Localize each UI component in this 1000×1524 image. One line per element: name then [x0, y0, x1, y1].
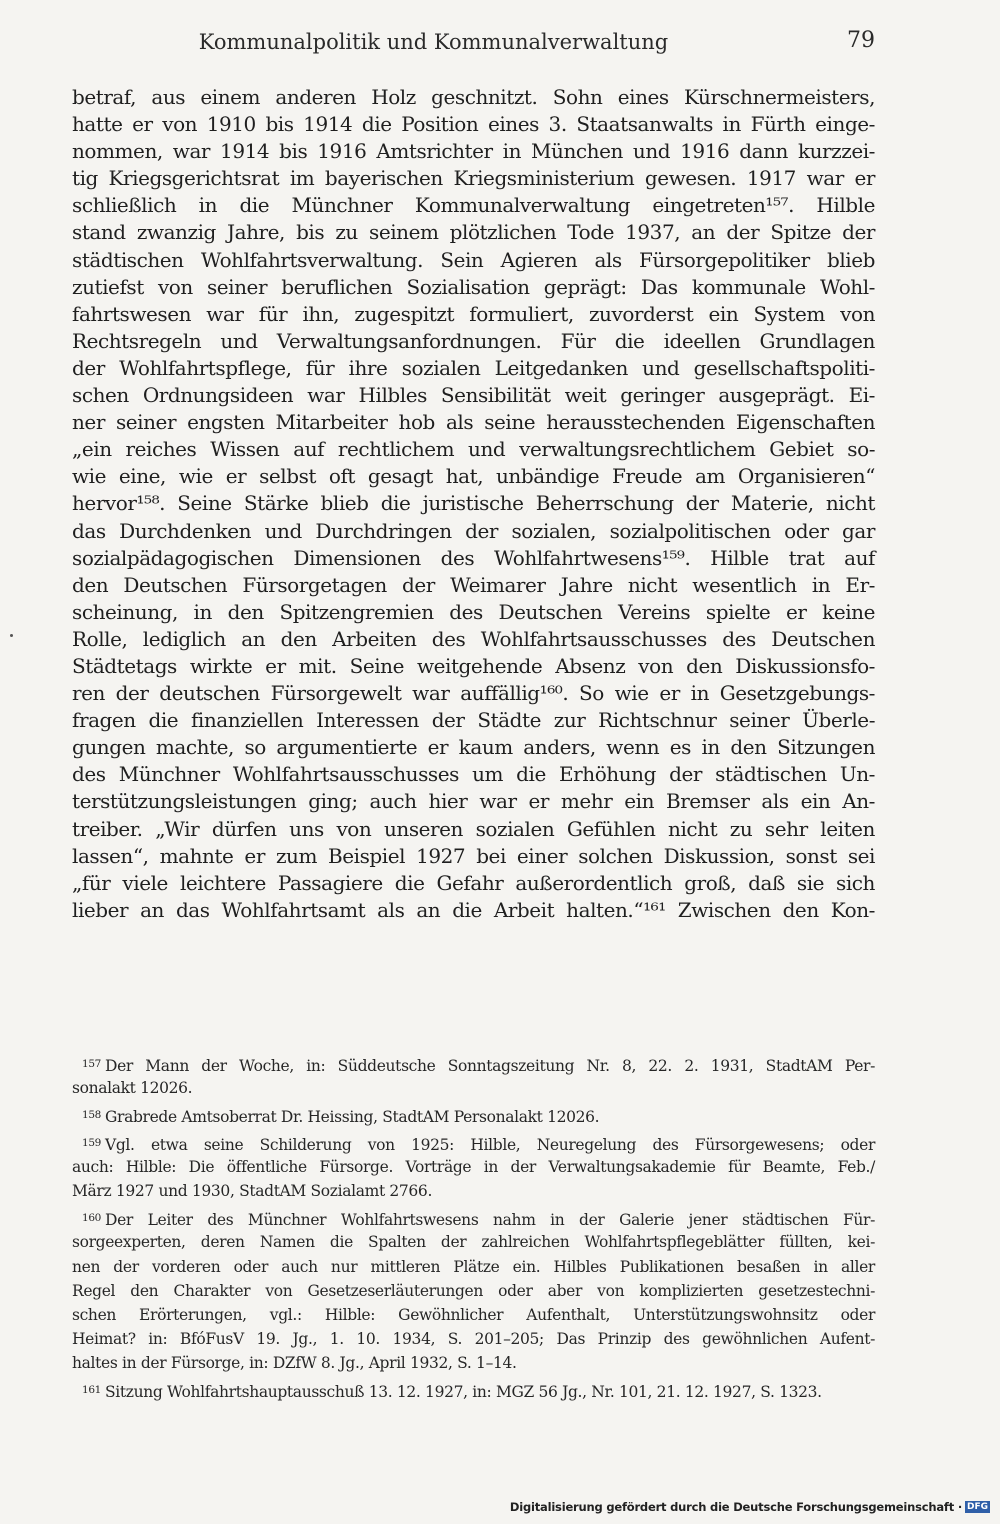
- body-line: lieber an das Wohlfahrtsamt als an die Arbeit halten.“¹⁶¹ Zwischen den Kon-: [72, 897, 875, 922]
- footnote-line: [72, 1351, 875, 1375]
- footnote-number: 160: [82, 1212, 101, 1225]
- footnote-line: [72, 1303, 875, 1327]
- footnote-text: haltes in der Fürsorge, in: DZfW 8. Jg., April 1932, S. 1–14.: [72, 1354, 517, 1373]
- body-line: gungen machte, so argumentierte er kaum anders, wenn es in den Sitzungen: [72, 735, 875, 760]
- body-line: das Durchdenken und Durchdringen der sozialen, sozialpolitischen oder gar: [72, 518, 875, 543]
- footnote-text: schen Erörterungen, vgl.: Hilble: Gewöhnlicher Aufenthalt, Unterstützungswohnsitz oder: [72, 1305, 875, 1324]
- footnote-line: [72, 1131, 875, 1155]
- body-line: stand zwanzig Jahre, bis zu seinem plötzlichen Tode 1937, an der Spitze der: [72, 220, 875, 245]
- body-line: schen Ordnungsideen war Hilbles Sensibilität weit geringer ausgeprägt. Ei-: [72, 383, 875, 408]
- footnote-text: Der Leiter des Münchner Wohlfahrtswesens nahm in der Galerie jener städtischen Für-: [105, 1211, 875, 1230]
- body-line: scheinung, in den Spitzengremien des Deutschen Vereins spielte er keine: [72, 599, 875, 624]
- footnote-line: [72, 1327, 875, 1351]
- footnote-line: [72, 1230, 875, 1254]
- body-line: sozialpädagogischen Dimensionen des Wohlfahrtwesens¹⁵⁹. Hilble trat auf: [72, 545, 875, 570]
- dfg-logo: DFG: [966, 1502, 988, 1512]
- body-line: hatte er von 1910 bis 1914 die Position eines 3. Staatsanwalts in Fürth einge-: [72, 112, 875, 137]
- footnote-text: Vgl. etwa seine Schilderung von 1925: Hilble, Neuregelung des Fürsorgewesens; oder: [105, 1135, 875, 1154]
- footnote-text: auch: Hilble: Die öffentliche Fürsorge. Vorträge in der Verwaltungsakademie für Beamte, Feb./: [72, 1157, 875, 1176]
- footnote-text: sorgeexperten, deren Namen die Spalten der zahlreichen Wohlfahrtspflegeblätter füllten, kei-: [72, 1233, 875, 1252]
- body-line: betraf, aus einem anderen Holz geschnitzt. Sohn eines Kürschnermeisters,: [72, 85, 875, 109]
- footnote-line: [72, 1206, 875, 1230]
- footnote-text: Grabrede Amtsoberrat Dr. Heissing, StadtAM Personalakt 12026.: [105, 1108, 600, 1127]
- footnote-number: 161: [82, 1384, 101, 1397]
- footnote-text: Sitzung Wohlfahrtshauptausschuß 13. 12. 1927, in: MGZ 56 Jg., Nr. 101, 21. 12. 1927, S. 1323.: [105, 1383, 822, 1402]
- footnote-text: sonalakt 12026.: [72, 1079, 193, 1098]
- credit-text: Digitalisierung gefördert durch die Deutsche Forschungsgemeinschaft ·: [509, 1500, 962, 1514]
- body-line: Rechtsregeln und Verwaltungsanfordnungen. Für die ideellen Grundlagen: [72, 328, 875, 353]
- digitization-credit: [510, 1500, 990, 1514]
- footnote-text: Heimat? in: BfóFusV 19. Jg., 1. 10. 1934, S. 201–205; Das Prinzip des gewöhnlichen Aufent-: [72, 1330, 875, 1349]
- body-line: des Münchner Wohlfahrtsausschusses um die Erhöhung der städtischen Un-: [72, 762, 875, 787]
- footnote-line: [72, 1076, 875, 1100]
- footnote-158: [72, 1103, 875, 1127]
- body-line: „ein reiches Wissen auf rechtlichem und verwaltungsrechtlichem Gebiet so-: [72, 437, 875, 462]
- body-line: tig Kriegsgerichtsrat im bayerischen Kriegsministerium gewesen. 1917 war er: [72, 166, 875, 191]
- footnote-number: 159: [82, 1136, 101, 1149]
- footnote-text: Regel den Charakter von Gesetzeserläuterungen oder aber von komplizierten gesetzestechni-: [72, 1281, 875, 1300]
- body-line: fahrtswesen war für ihn, zugespitzt formuliert, zuvorderst ein System von: [72, 301, 875, 326]
- body-line: fragen die finanziellen Interessen der Städte zur Richtschnur seiner Überle-: [72, 708, 875, 733]
- footnote-line: [72, 1279, 875, 1303]
- footnote-161: [72, 1378, 875, 1402]
- footnote-number: 158: [82, 1109, 101, 1122]
- footnote-text: März 1927 und 1930, StadtAM Sozialamt 2766.: [72, 1181, 433, 1200]
- footnote-line: [72, 1103, 875, 1127]
- footnote-157: [72, 1052, 875, 1100]
- body-line: ner seiner engsten Mitarbeiter hob als seine herausstechenden Eigenschaften: [72, 410, 875, 435]
- body-line: ren der deutschen Fürsorgewelt war auffällig¹⁶⁰. So wie er in Gesetzgebungs-: [72, 681, 875, 706]
- body-line: Städtetags wirkte er mit. Seine weitgehende Absenz von den Diskussionsfo-: [72, 653, 875, 678]
- body-line: der Wohlfahrtspflege, für ihre sozialen Leitgedanken und gesellschaftspoliti-: [72, 355, 875, 380]
- page-number: 79: [847, 28, 875, 53]
- footnote-line: [72, 1155, 875, 1179]
- body-line: wie eine, wie er selbst oft gesagt hat, unbändige Freude am Organisieren“: [72, 464, 875, 489]
- body-line: zutiefst von seiner beruflichen Sozialisation geprägt: Das kommunale Wohl-: [72, 274, 875, 299]
- footnote-number: 157: [82, 1058, 101, 1070]
- running-head: [72, 28, 875, 62]
- body-line: städtischen Wohlfahrtsverwaltung. Sein Agieren als Fürsorgepolitiker blieb: [72, 247, 875, 272]
- footnote-line: [72, 1052, 875, 1076]
- footnote-160: [72, 1206, 875, 1375]
- footnotes: [72, 1052, 875, 1406]
- body-line: treiber. „Wir dürfen uns von unseren sozialen Gefühlen nicht zu sehr leiten: [72, 816, 875, 841]
- footnote-text: Der Mann der Woche, in: Süddeutsche Sonntagszeitung Nr. 8, 22. 2. 1931, StadtAM Per-: [105, 1057, 875, 1075]
- body-line: „für viele leichtere Passagiere die Gefahr außerordentlich groß, daß sie sich: [72, 870, 875, 895]
- footnote-line: [72, 1179, 875, 1203]
- body-line: nommen, war 1914 bis 1916 Amtsrichter in München und 1916 dann kurzzei-: [72, 139, 875, 164]
- footnote-159: [72, 1131, 875, 1204]
- body-line: hervor¹⁵⁸. Seine Stärke blieb die juristische Beherrschung der Materie, nicht: [72, 491, 875, 516]
- body-line: terstützungsleistungen ging; auch hier war er mehr ein Bremser als ein An-: [72, 789, 875, 814]
- body-line: lassen“, mahnte er zum Beispiel 1927 bei einer solchen Diskussion, sonst sei: [72, 843, 875, 868]
- footnote-line: [72, 1255, 875, 1279]
- body-line: Rolle, lediglich an den Arbeiten des Wohlfahrtsausschusses des Deutschen: [72, 626, 875, 651]
- footnote-line: [72, 1378, 875, 1402]
- body-line: den Deutschen Fürsorgetagen der Weimarer Jahre nicht wesentlich in Er-: [72, 572, 875, 597]
- body-line: schließlich in die Münchner Kommunalverwaltung eingetreten¹⁵⁷. Hilble: [72, 193, 875, 218]
- running-head-title: Kommunalpolitik und Kommunalverwaltung: [198, 30, 669, 54]
- footnote-text: nen der vorderen oder auch nur mittleren Plätze ein. Hilbles Publikationen besaßen in aller: [72, 1257, 875, 1276]
- margin-speck: [10, 634, 13, 637]
- body-text: [72, 84, 875, 924]
